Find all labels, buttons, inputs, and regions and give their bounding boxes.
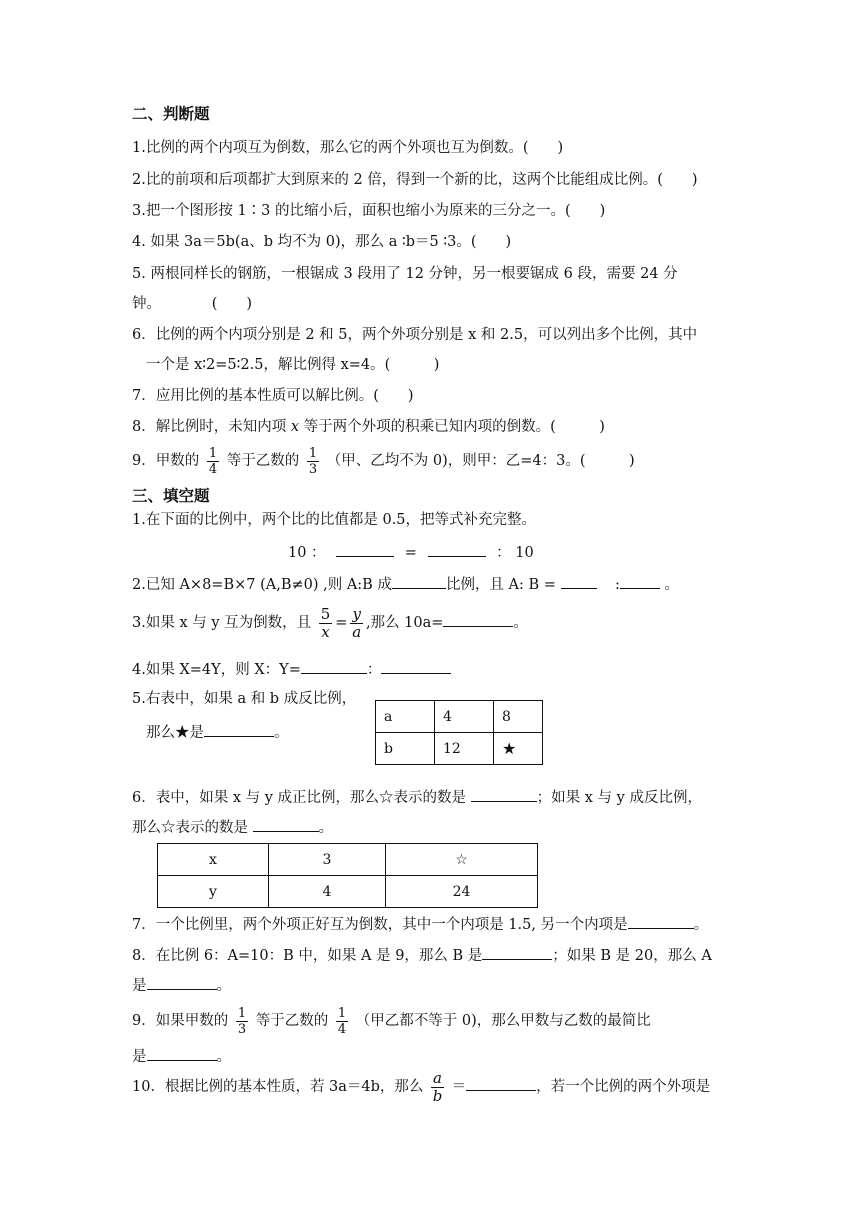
star-cell: ★ [494, 733, 543, 765]
q5-table [375, 700, 543, 765]
answer-blank[interactable] [443, 610, 513, 627]
judge-item-1: 1.比例的两个内项互为倒数，那么它的两个外项也互为倒数。( ) [132, 140, 564, 156]
answer-blank[interactable] [253, 815, 319, 832]
table-cell: y [158, 876, 269, 908]
fill-q8-line2: 是 。 [132, 973, 231, 996]
fill-q4: 4.如果 X=4Y，则 X：Y= ： [132, 657, 451, 680]
answer-blank[interactable] [381, 657, 451, 674]
answer-blank[interactable] [336, 540, 394, 557]
fill-q9-line1: 9．如果甲数的 $\frac{1}{3}$ 等于乙数的 $\frac{1}{4}$ （甲乙都不等于 0)，那么甲数与乙数的最简比 [132, 1005, 651, 1037]
answer-blank[interactable] [466, 1074, 536, 1091]
table-cell: a [376, 701, 435, 733]
fill-q1-equation: 10 ： = ： 10 [288, 540, 534, 563]
fill-q8-line1: 8．在比例 6：A=10：B 中，如果 A 是 9，那么 B 是 ；如果 B 是 20，那么 A [132, 943, 712, 966]
judge-item-9: 9．甲数的 $\frac{1}{4}$ 等于乙数的 $\frac{1}{3}$ （甲、乙均不为 0)，则甲：乙=4：3。( ) [132, 445, 635, 477]
fill-q7: 7．一个比例里，两个外项正好互为倒数，其中一个内项是 1.5, 另一个内项是 。 [132, 912, 708, 935]
fraction-y-over-a: $\frac{y}{a}$ [352, 604, 362, 641]
judge-item-6-line2: 一个是 x∶2=5∶2.5，解比例得 x=4。( ) [146, 357, 440, 373]
fill-q5-line1: 5.右表中，如果 a 和 b 成反比例， [132, 691, 357, 707]
fraction-one-quarter: $\frac{1}{4}$ [208, 445, 218, 477]
table-cell: x [158, 844, 269, 876]
fraction-5-over-x: $\frac{5}{x}$ [320, 604, 331, 641]
judge-item-5-line2: 钟。 ( ) [132, 296, 253, 312]
fill-q5-line2: 那么★是 。 [146, 720, 289, 743]
answer-blank[interactable] [204, 720, 274, 737]
q6-table [157, 843, 538, 908]
table-row [376, 701, 543, 733]
answer-blank[interactable] [301, 657, 367, 674]
judge-item-7: 7．应用比例的基本性质可以解比例。( ) [132, 388, 414, 404]
table-row [158, 876, 538, 908]
section-heading-judge: 二、判断题 [132, 105, 210, 123]
judge-item-8: 8．解比例时，未知内项 x 等于两个外项的积乘已知内项的倒数。( ) [132, 419, 605, 435]
answer-blank[interactable] [147, 973, 217, 990]
table-cell: 8 [494, 701, 543, 733]
answer-blank[interactable] [147, 1044, 217, 1061]
table-cell: 12 [435, 733, 494, 765]
table-cell: 4 [435, 701, 494, 733]
judge-item-6-line1: 6．比例的两个内项分别是 2 和 5，两个外项分别是 x 和 2.5，可以列出多个比例，其中 [132, 327, 698, 343]
fill-q10: 10．根据比例的基本性质，若 3a＝4b，那么 $\frac{a}{b}$ ＝ ，若一个比例的两个外项是 [132, 1068, 711, 1105]
fraction-one-quarter: $\frac{1}{4}$ [337, 1005, 347, 1037]
table-cell: 4 [269, 876, 386, 908]
fill-q9-line2: 是 。 [132, 1044, 231, 1067]
judge-item-5-line1: 5. 两根同样长的钢筋，一根锯成 3 段用了 12 分钟，另一根要锯成 6 段，需要 24 分 [132, 266, 678, 282]
judge-item-4: 4. 如果 3a＝5b(a、b 均不为 0)，那么 a ∶b＝5 ∶3。( ) [132, 234, 512, 250]
table-cell: b [376, 733, 435, 765]
fill-q3: 3.如果 x 与 y 互为倒数，且 $\frac{5}{x}$ = $\frac{y}{a}$ ,那么 10a= 。 [132, 604, 528, 641]
table-row [158, 844, 538, 876]
fraction-one-third: $\frac{1}{3}$ [308, 445, 318, 477]
table-cell: ☆ [386, 844, 538, 876]
judge-item-2: 2.比的前项和后项都扩大到原来的 2 倍，得到一个新的比，这两个比能组成比例。( ) [132, 172, 698, 188]
table-cell: 3 [269, 844, 386, 876]
fill-q6-line1: 6．表中，如果 x 与 y 成正比例，那么☆表示的数是 ；如果 x 与 y 成反比例， [132, 785, 702, 808]
fill-q6-line2: 那么☆表示的数是 。 [132, 815, 333, 838]
answer-blank[interactable] [620, 572, 660, 589]
fraction-one-third: $\frac{1}{3}$ [237, 1005, 247, 1037]
fill-q2: 2.已知 A×8=B×7 (A,B≠0) ,则 A:B 成 比例，且 A: B = : 。 [132, 572, 679, 595]
answer-blank[interactable] [392, 572, 446, 589]
answer-blank[interactable] [628, 912, 694, 929]
table-row [376, 733, 543, 765]
fraction-a-over-b: $\frac{a}{b}$ [432, 1068, 443, 1105]
table-cell: 24 [386, 876, 538, 908]
answer-blank[interactable] [482, 943, 552, 960]
answer-blank[interactable] [471, 785, 537, 802]
section-heading-fill: 三、填空题 [132, 487, 210, 505]
judge-item-3: 3.把一个图形按 1∶3 的比缩小后，面积也缩小为原来的三分之一。( ) [132, 203, 606, 219]
answer-blank[interactable] [561, 572, 597, 589]
answer-blank[interactable] [428, 540, 486, 557]
fill-q1: 1.在下面的比例中，两个比的比值都是 0.5，把等式补充完整。 [132, 512, 537, 528]
